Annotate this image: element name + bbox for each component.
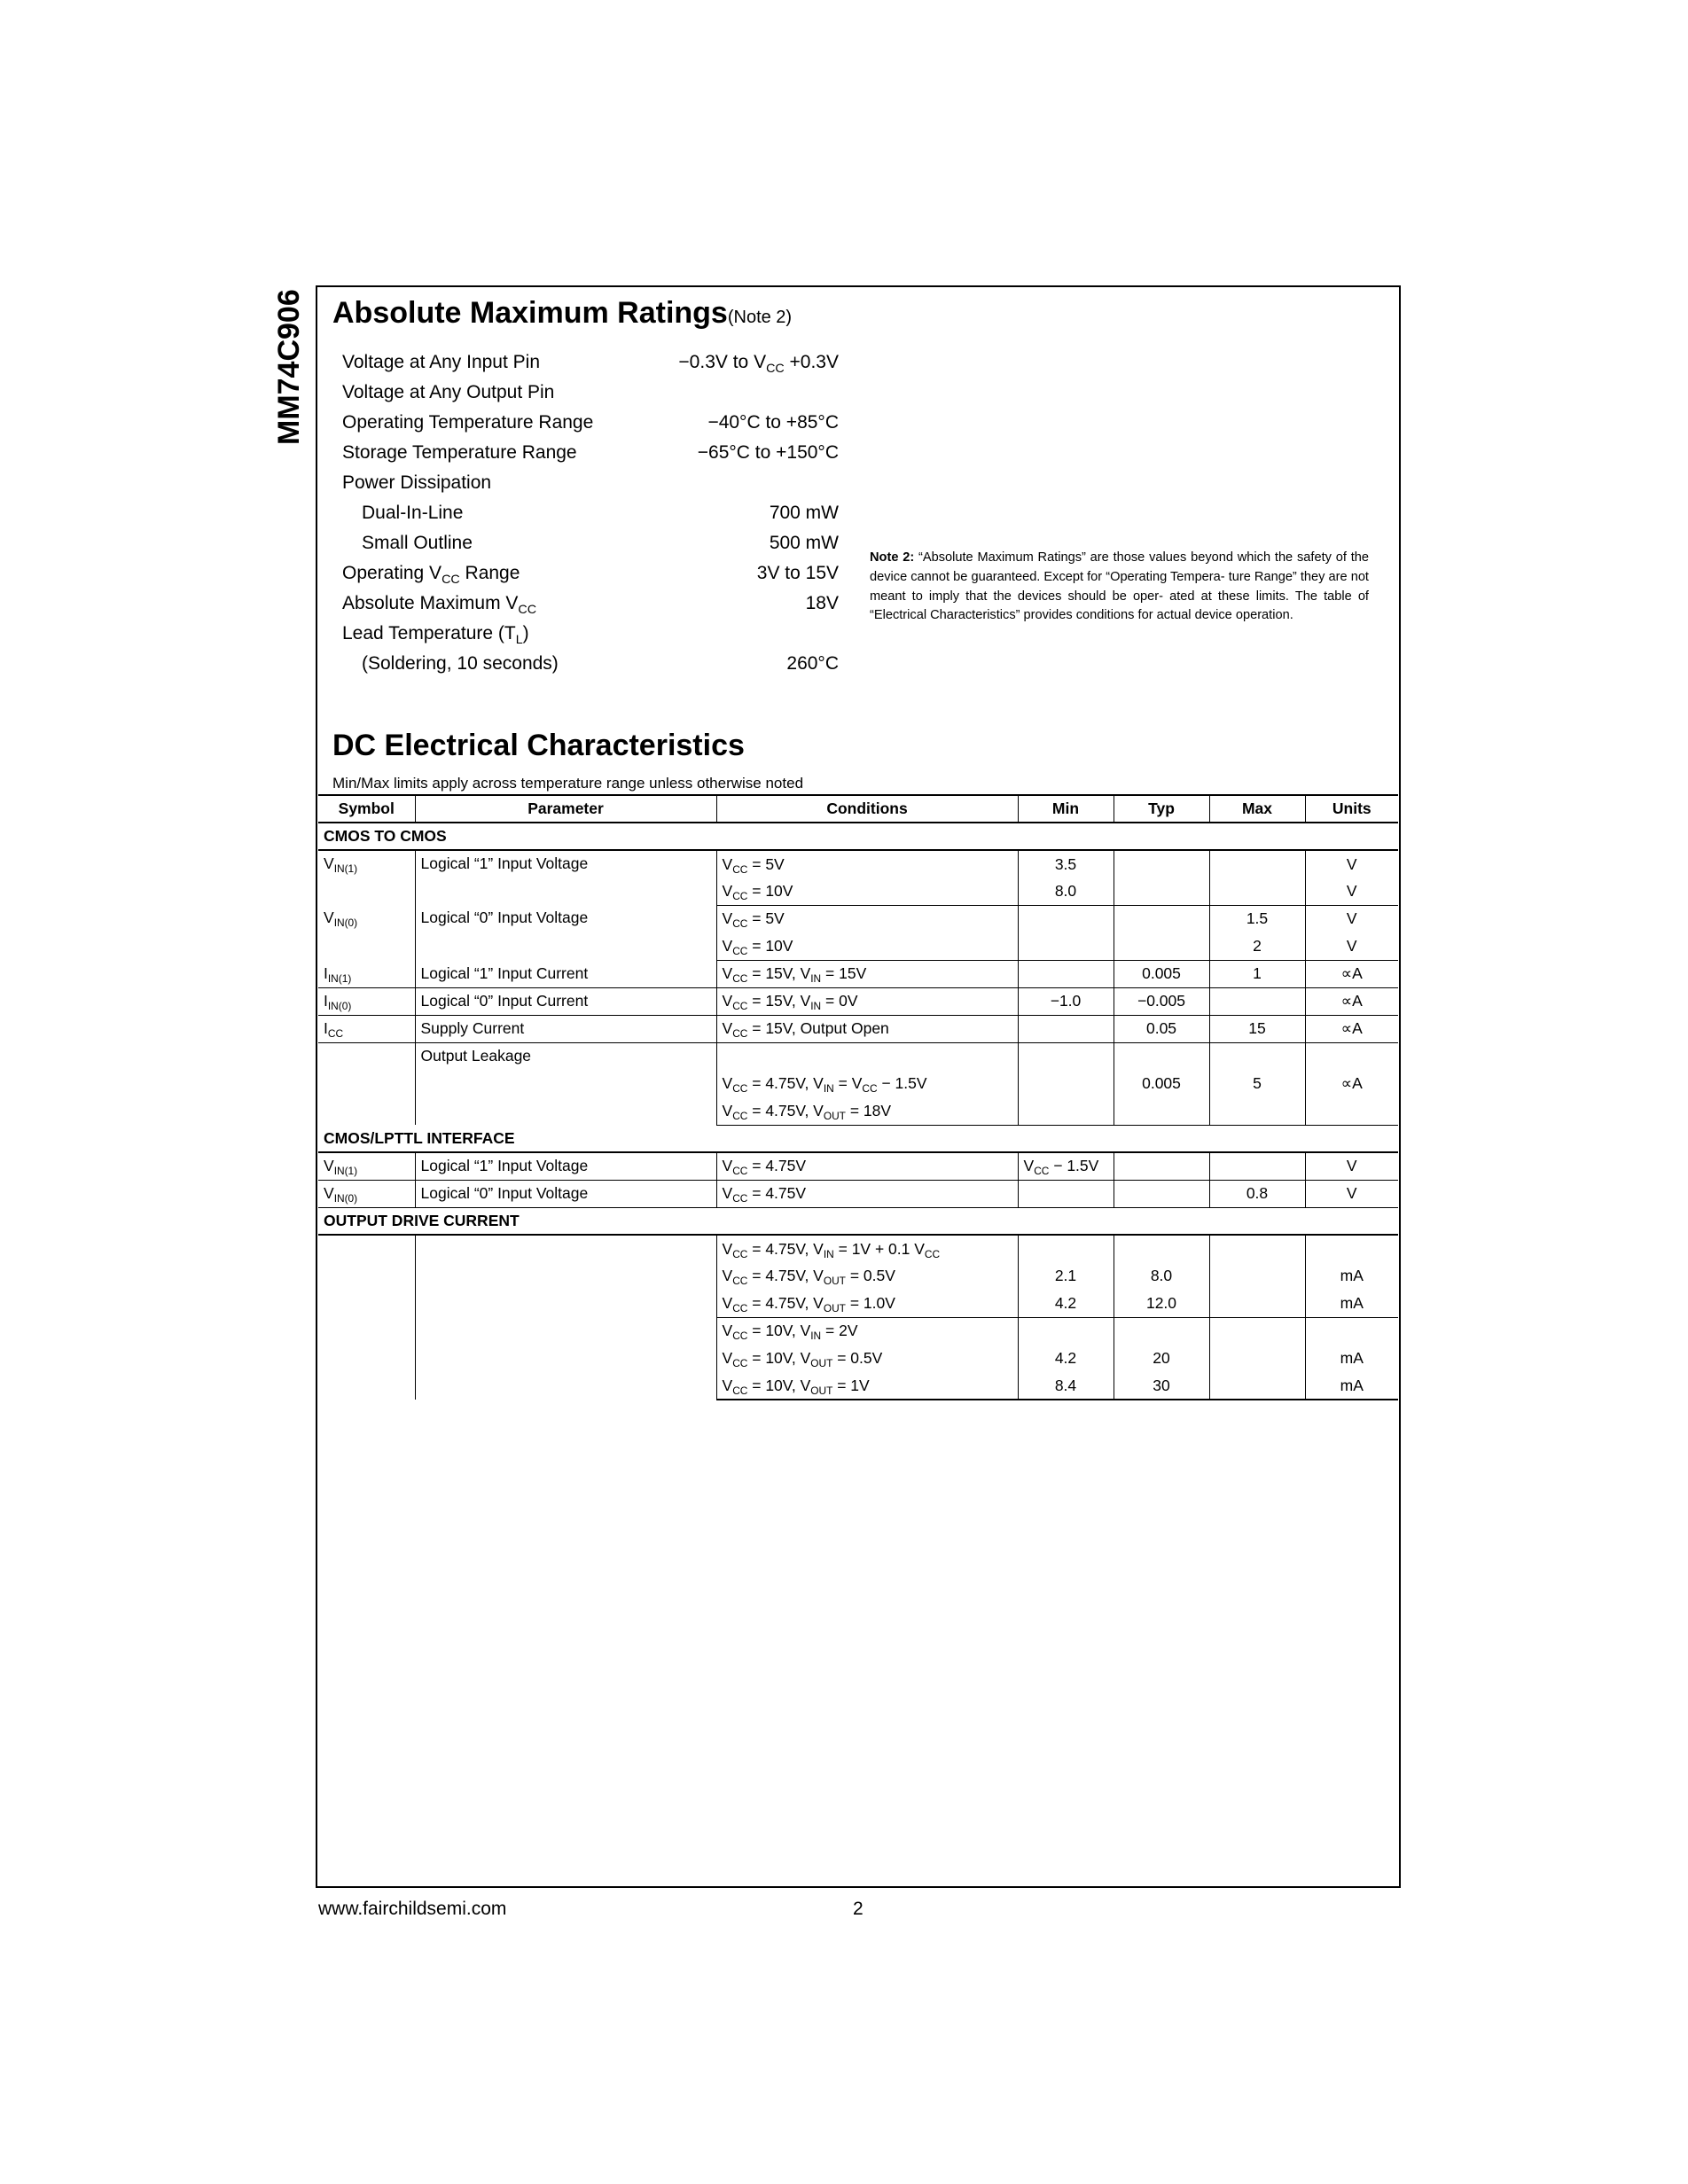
note-2 (870, 549, 1369, 626)
col-header-typ: Typ (1114, 795, 1209, 823)
table-row (318, 1042, 1398, 1070)
rating-value: −65°C to +150°C (697, 442, 839, 463)
units-cell (1305, 1317, 1398, 1345)
units-cell: ∝A (1305, 1015, 1398, 1042)
max-cell (1209, 1262, 1305, 1290)
min-cell: 2.1 (1018, 1262, 1114, 1290)
conditions-cell: $V_{CC} = 10V$ (716, 932, 1018, 960)
table-row (318, 905, 1398, 932)
units-cell: ∝A (1305, 987, 1398, 1015)
max-cell (1209, 1235, 1305, 1262)
max-cell: 1.5 (1209, 905, 1305, 932)
min-cell (1018, 1235, 1114, 1262)
max-cell (1209, 1152, 1305, 1180)
typ-cell (1114, 1317, 1209, 1345)
typ-cell (1114, 1042, 1209, 1070)
symbol-cell: $V_{IN(0)}$ (318, 1180, 415, 1207)
typ-cell (1114, 1180, 1209, 1207)
rating-label: Operating $V_{CC}$ Range (342, 563, 520, 587)
parameter-cell: Logical “1” Input Current (415, 960, 716, 987)
col-header-parameter: Parameter (415, 795, 716, 823)
max-cell: 2 (1209, 932, 1305, 960)
rating-label: Small Outline (362, 533, 473, 553)
symbol-cell (318, 1317, 415, 1400)
rating-row (342, 589, 839, 619)
min-cell: 3.5 (1018, 850, 1114, 878)
parameter-cell (415, 1317, 716, 1400)
units-cell: V (1305, 1152, 1398, 1180)
min-cell (1018, 1180, 1114, 1207)
max-cell (1209, 850, 1305, 878)
parameter-cell: Logical “1” Input Voltage (415, 850, 716, 905)
units-cell: mA (1305, 1290, 1398, 1317)
rating-row (342, 378, 839, 408)
typ-cell (1114, 1152, 1209, 1180)
typ-cell: 0.05 (1114, 1015, 1209, 1042)
max-cell: 15 (1209, 1015, 1305, 1042)
parameter-cell: Logical “0” Input Voltage (415, 905, 716, 960)
typ-cell (1114, 850, 1209, 878)
max-cell: 1 (1209, 960, 1305, 987)
section-cmos-to-cmos: CMOS TO CMOS (318, 823, 1398, 850)
table-row (318, 1015, 1398, 1042)
parameter-cell: Output Leakage (415, 1042, 716, 1125)
min-cell (1018, 932, 1114, 960)
conditions-cell: $V_{CC} = 15V$, Output Open (716, 1015, 1018, 1042)
rating-value: 500 mW (769, 533, 839, 553)
min-cell (1018, 1070, 1114, 1097)
units-cell (1305, 1042, 1398, 1070)
rating-row (342, 408, 839, 438)
section-row (318, 823, 1398, 850)
max-cell (1209, 1317, 1305, 1345)
units-cell (1305, 1097, 1398, 1125)
table-row (318, 987, 1398, 1015)
rating-value: 3V to 15V (756, 563, 839, 583)
rating-value: −40°C to +85°C (707, 412, 839, 433)
col-header-min: Min (1018, 795, 1114, 823)
rating-row (342, 649, 839, 679)
conditions-cell: $V_{CC} = 10V$, $V_{OUT} = 1V$ (716, 1372, 1018, 1400)
rating-row (342, 619, 839, 649)
typ-cell (1114, 878, 1209, 905)
rating-value: 260°C (786, 653, 839, 674)
symbol-cell (318, 1235, 415, 1317)
conditions-cell: $V_{CC} = 4.75V$, $V_{OUT} = 1.0V$ (716, 1290, 1018, 1317)
col-header-max: Max (1209, 795, 1305, 823)
rating-label: (Soldering, 10 seconds) (362, 653, 559, 674)
col-header-units: Units (1305, 795, 1398, 823)
table-row (318, 850, 1398, 878)
dc-characteristics-table (318, 794, 1398, 1400)
max-cell: 5 (1209, 1070, 1305, 1097)
symbol-cell: $V_{IN(1)}$ (318, 1152, 415, 1180)
conditions-cell: $V_{CC} = 5V$ (716, 850, 1018, 878)
note-2-label: Note 2: (870, 550, 915, 565)
abs-max-title (332, 296, 792, 331)
units-cell (1305, 1235, 1398, 1262)
table-row (318, 1317, 1398, 1345)
rating-label: Storage Temperature Range (342, 442, 577, 463)
dc-characteristics-subtitle: Min/Max limits apply across temperature range unless otherwise noted (332, 775, 804, 792)
conditions-cell: $V_{CC} = 10V$, $V_{OUT} = 0.5V$ (716, 1345, 1018, 1372)
conditions-cell: $V_{CC} = 4.75V$ (716, 1152, 1018, 1180)
table-row (318, 960, 1398, 987)
min-cell: 8.4 (1018, 1372, 1114, 1400)
rating-label: Power Dissipation (342, 472, 492, 493)
max-cell (1209, 1345, 1305, 1372)
max-cell (1209, 1042, 1305, 1070)
parameter-cell: Logical “0” Input Voltage (415, 1180, 716, 1207)
min-cell (1018, 1015, 1114, 1042)
typ-cell: 20 (1114, 1345, 1209, 1372)
parameter-cell: Supply Current (415, 1015, 716, 1042)
typ-cell (1114, 1097, 1209, 1125)
rating-value: 700 mW (769, 503, 839, 523)
conditions-cell: $V_{CC} = 4.75V$, $V_{IN} = 1V + 0.1$ $V_{CC}$ (716, 1235, 1018, 1262)
units-cell: V (1305, 932, 1398, 960)
rating-label: Dual-In-Line (362, 503, 464, 523)
conditions-cell: $V_{CC} = 4.75V$, $V_{IN} = V_{CC} - 1.5V$ (716, 1070, 1018, 1097)
symbol-cell: $I_{IN(0)}$ (318, 987, 415, 1015)
rating-label: Voltage at Any Output Pin (342, 382, 555, 402)
typ-cell: −0.005 (1114, 987, 1209, 1015)
conditions-cell: $V_{CC} = 10V$ (716, 878, 1018, 905)
rating-label: Operating Temperature Range (342, 412, 594, 433)
units-cell: ∝A (1305, 960, 1398, 987)
conditions-cell: $V_{CC} = 15V$, $V_{IN} = 15V$ (716, 960, 1018, 987)
conditions-cell (716, 1042, 1018, 1070)
note-2-text: “Absolute Maximum Ratings” are those values beyond which the safety of the device cannot be guaranteed. Except for “Operating Tempera- ture Range” they are not meant to imply that the devices should be oper- ated at these limits. The table of “Electrical Characteristics” provides conditions for actual device operation. (870, 550, 1369, 623)
typ-cell: 0.005 (1114, 960, 1209, 987)
symbol-cell (318, 1042, 415, 1125)
units-cell: V (1305, 850, 1398, 878)
min-cell: $V_{CC} - 1.5V$ (1018, 1152, 1114, 1180)
symbol-cell: $V_{IN(0)}$ (318, 905, 415, 960)
rating-row (342, 468, 839, 498)
min-cell: −1.0 (1018, 987, 1114, 1015)
conditions-cell: $V_{CC} = 10V$, $V_{IN} = 2V$ (716, 1317, 1018, 1345)
footer-page-number: 2 (853, 1899, 864, 1919)
units-cell: V (1305, 878, 1398, 905)
table-row (318, 1235, 1398, 1262)
units-cell: V (1305, 905, 1398, 932)
rating-label: Voltage at Any Input Pin (342, 352, 541, 372)
min-cell (1018, 1097, 1114, 1125)
section-cmos-lpttl: CMOS/LPTTL INTERFACE (318, 1125, 1398, 1152)
section-output-drive: OUTPUT DRIVE CURRENT (318, 1207, 1398, 1235)
col-header-conditions: Conditions (716, 795, 1018, 823)
min-cell (1018, 1317, 1114, 1345)
conditions-cell: $V_{CC} = 5V$ (716, 905, 1018, 932)
typ-cell: 8.0 (1114, 1262, 1209, 1290)
units-cell: mA (1305, 1262, 1398, 1290)
conditions-cell: $V_{CC} = 4.75V$ (716, 1180, 1018, 1207)
units-cell: ∝A (1305, 1070, 1398, 1097)
parameter-cell (415, 1235, 716, 1317)
max-cell (1209, 987, 1305, 1015)
abs-max-title-text: Absolute Maximum Ratings (332, 296, 728, 330)
rating-label: Absolute Maximum $V_{CC}$ (342, 593, 537, 617)
units-cell: mA (1305, 1372, 1398, 1400)
parameter-cell: Logical “1” Input Voltage (415, 1152, 716, 1180)
conditions-cell: $V_{CC} = 4.75V$, $V_{OUT} = 0.5V$ (716, 1262, 1018, 1290)
max-cell (1209, 878, 1305, 905)
max-cell (1209, 1097, 1305, 1125)
max-cell (1209, 1372, 1305, 1400)
rating-row (342, 528, 839, 558)
units-cell: mA (1305, 1345, 1398, 1372)
rating-row (342, 558, 839, 589)
footer-website: www.fairchildsemi.com (318, 1899, 507, 1919)
table-row (318, 1180, 1398, 1207)
section-row (318, 1125, 1398, 1152)
dc-characteristics-title: DC Electrical Characteristics (332, 729, 745, 762)
section-row (318, 1207, 1398, 1235)
symbol-cell: $I_{IN(1)}$ (318, 960, 415, 987)
rating-row (342, 347, 839, 378)
max-cell: 0.8 (1209, 1180, 1305, 1207)
rating-label: Lead Temperature $(T_L)$ (342, 623, 529, 647)
min-cell: 8.0 (1018, 878, 1114, 905)
min-cell (1018, 1042, 1114, 1070)
max-cell (1209, 1290, 1305, 1317)
conditions-cell: $V_{CC} = 15V$, $V_{IN} = 0V$ (716, 987, 1018, 1015)
typ-cell: 12.0 (1114, 1290, 1209, 1317)
min-cell: 4.2 (1018, 1345, 1114, 1372)
document-side-title: MM74C906 (272, 289, 306, 445)
typ-cell: 30 (1114, 1372, 1209, 1400)
typ-cell: 0.005 (1114, 1070, 1209, 1097)
typ-cell (1114, 1235, 1209, 1262)
rating-value: −0.3V to $V_{CC} +0.3V$ (678, 352, 839, 376)
min-cell: 4.2 (1018, 1290, 1114, 1317)
rating-row (342, 438, 839, 468)
rating-value: 18V (805, 593, 839, 613)
min-cell (1018, 960, 1114, 987)
col-header-symbol: Symbol (318, 795, 415, 823)
table-header-row (318, 795, 1398, 823)
typ-cell (1114, 905, 1209, 932)
units-cell: V (1305, 1180, 1398, 1207)
symbol-cell: $V_{IN(1)}$ (318, 850, 415, 905)
min-cell (1018, 905, 1114, 932)
parameter-cell: Logical “0” Input Current (415, 987, 716, 1015)
conditions-cell: $V_{CC} = 4.75V$, $V_{OUT} = 18V$ (716, 1097, 1018, 1125)
symbol-cell: $I_{CC}$ (318, 1015, 415, 1042)
note-reference: (Note 2) (727, 308, 793, 327)
typ-cell (1114, 932, 1209, 960)
rating-row (342, 498, 839, 528)
table-row (318, 1152, 1398, 1180)
